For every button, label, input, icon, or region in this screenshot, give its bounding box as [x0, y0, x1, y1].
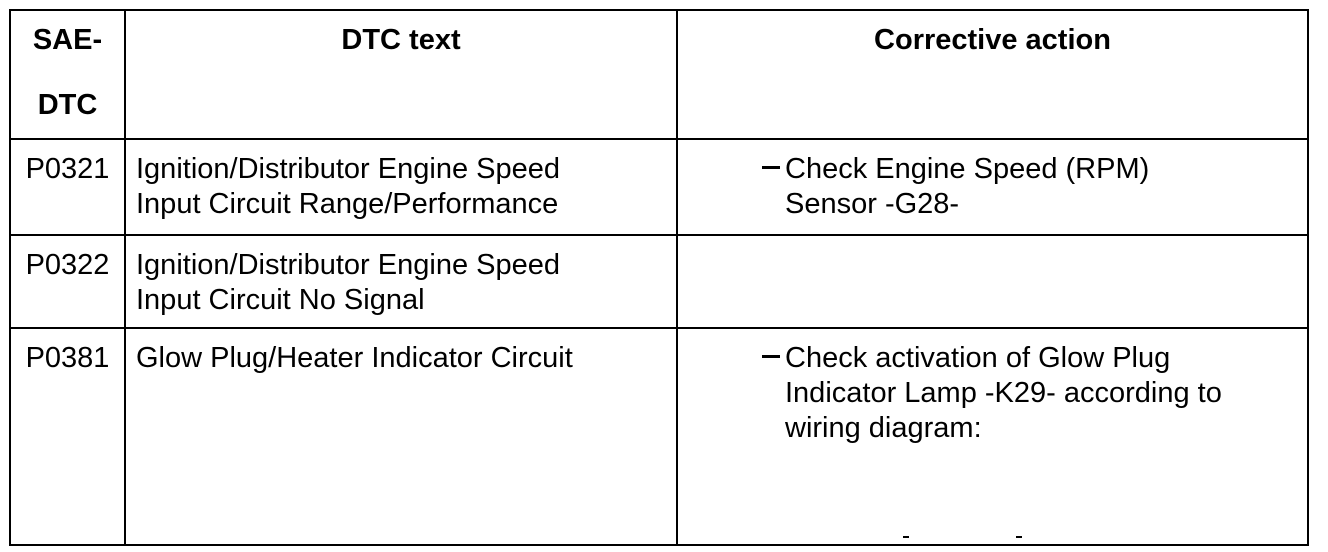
- dash-bullet-icon: [762, 166, 780, 169]
- table-row: [10, 328, 1308, 545]
- corrective-action: [677, 235, 1308, 328]
- action-line: Check Engine Speed (RPM): [785, 153, 1150, 185]
- cutoff-mark: [1016, 536, 1022, 538]
- action-line: wiring diagram:: [785, 412, 982, 444]
- action-line: Indicator Lamp -K29- according to: [785, 377, 1222, 409]
- action-line: Check activation of Glow Plug: [785, 342, 1171, 374]
- dtc-text: [125, 139, 677, 235]
- dtc-text-line: Ignition/Distributor Engine Speed: [136, 153, 560, 185]
- dtc-table: [9, 9, 1309, 546]
- dtc-code: P0381: [10, 328, 125, 545]
- dtc-code: P0322: [10, 235, 125, 328]
- dtc-text-line: Glow Plug/Heater Indicator Circuit: [136, 342, 573, 374]
- corrective-action: [677, 139, 1308, 235]
- dtc-text-line: Input Circuit No Signal: [136, 284, 425, 316]
- dtc-text: [125, 235, 677, 328]
- action-item: [758, 152, 1307, 222]
- dtc-text-line: Input Circuit Range/Performance: [136, 188, 559, 220]
- action-item: [758, 341, 1307, 446]
- dtc-text-line: Ignition/Distributor Engine Speed: [136, 249, 560, 281]
- action-line: Sensor -G28-: [785, 188, 960, 220]
- cutoff-mark: [903, 536, 909, 538]
- table-row: [10, 139, 1308, 235]
- header-code-line2: DTC: [37, 89, 98, 121]
- dtc-text: [125, 328, 677, 545]
- table-row: [10, 235, 1308, 328]
- header-dtc-text: DTC text: [125, 10, 677, 139]
- dash-bullet-icon: [762, 355, 780, 358]
- header-sae-dtc: [10, 10, 125, 139]
- header-code-line1: SAE-: [32, 24, 103, 56]
- dtc-code: P0321: [10, 139, 125, 235]
- header-corrective-action: Corrective action: [677, 10, 1308, 139]
- header-row: [10, 10, 1308, 139]
- corrective-action: [677, 328, 1308, 545]
